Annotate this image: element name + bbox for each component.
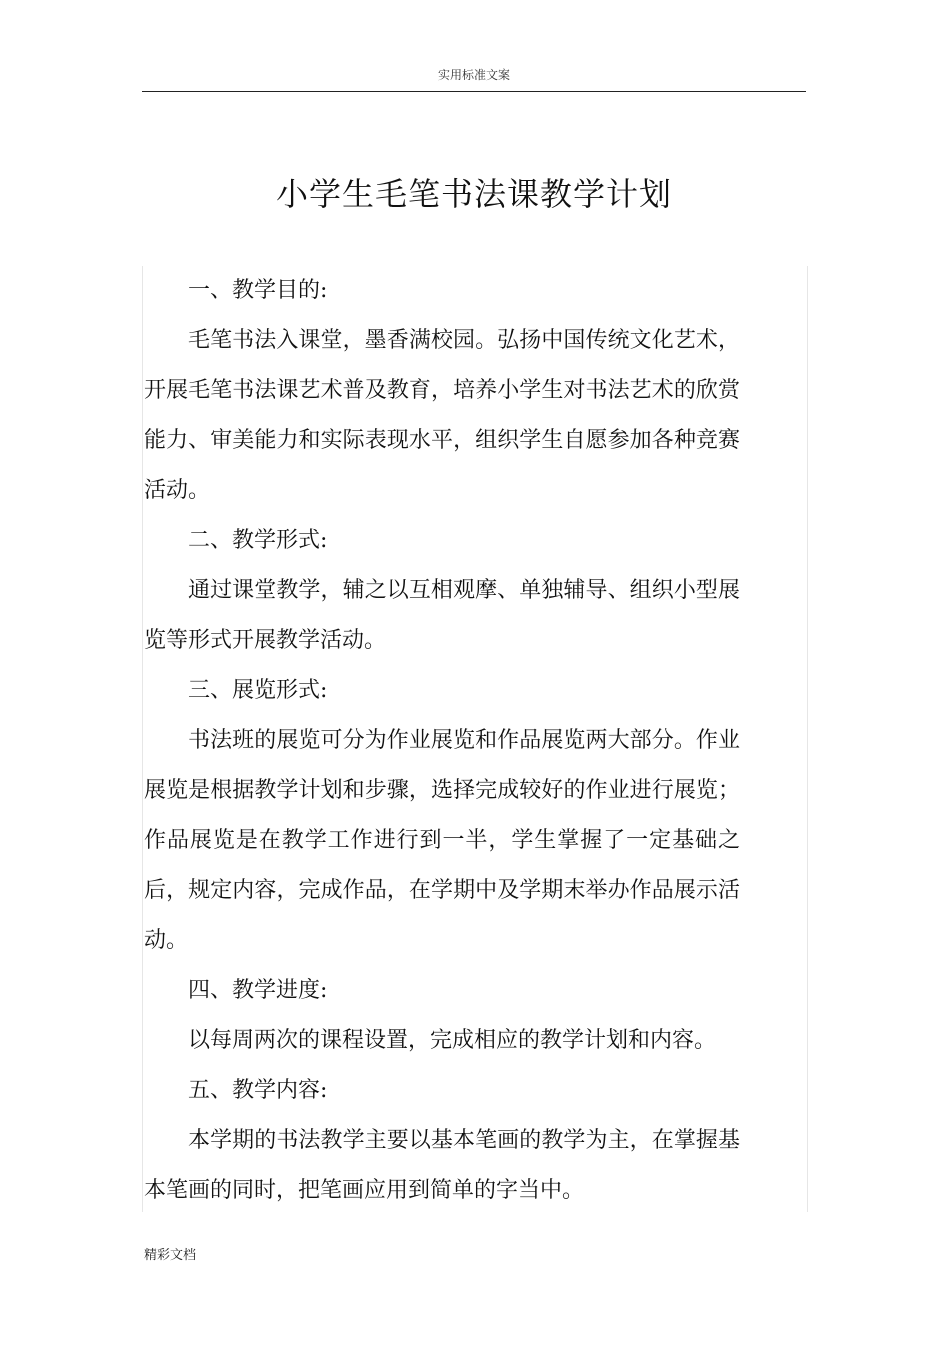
paragraph-purpose: 毛笔书法入课堂，墨香满校园。弘扬中国传统文化艺术，开展毛笔书法课艺术普及教育，培养小学生对书法艺术的欣赏能力、审美能力和实际表现水平，组织学生自愿参加各种竞赛活动。 xyxy=(144,328,740,503)
section-heading-schedule: 四、教学进度: xyxy=(188,978,328,1003)
paragraph-schedule: 以每周两次的课程设置，完成相应的教学计划和内容。 xyxy=(188,1028,717,1053)
document-body xyxy=(144,266,740,1216)
paragraph-form: 通过课堂教学，辅之以互相观摩、单独辅导、组织小型展览等形式开展教学活动。 xyxy=(144,578,740,653)
section-heading-content: 五、教学内容: xyxy=(188,1078,328,1103)
document-title: 小学生毛笔书法课教学计划 xyxy=(275,175,672,213)
section-heading-form: 二、教学形式: xyxy=(188,528,328,553)
paragraph-exhibition: 书法班的展览可分为作业展览和作品展览两大部分。作业展览是根据教学计划和步骤，选择完成较好的作业进行展览；作品展览是在教学工作进行到一半，学生掌握了一定基础之后，规定内容，完成作品，在学期中及学期末举办作品展示活动。 xyxy=(144,728,740,953)
section-heading-exhibition: 三、展览形式: xyxy=(188,678,328,703)
section-heading-purpose: 一、教学目的: xyxy=(188,278,328,303)
paragraph-content: 本学期的书法教学主要以基本笔画的教学为主，在掌握基本笔画的同时，把笔画应用到简单的字当中。 xyxy=(144,1128,740,1203)
page-header: 实用标准文案 xyxy=(142,66,806,92)
page-footer: 精彩文档 xyxy=(144,1248,197,1263)
